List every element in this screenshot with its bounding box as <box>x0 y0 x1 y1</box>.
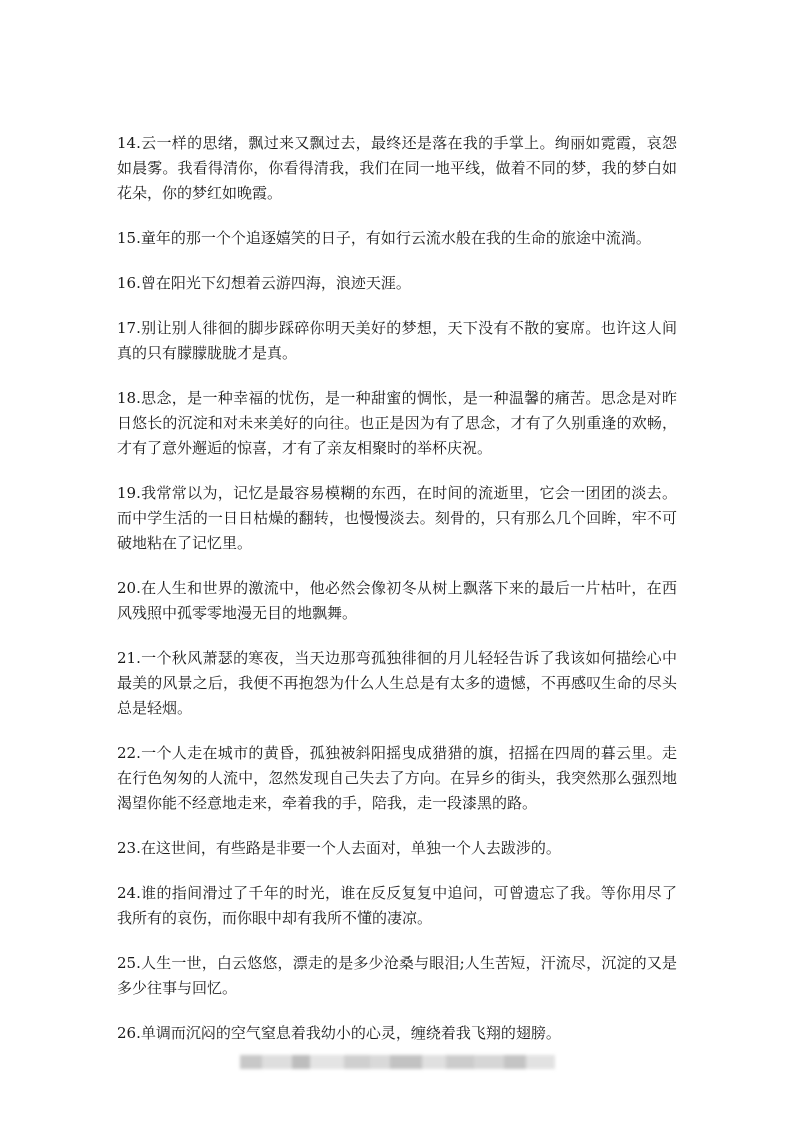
paragraph-26: 26.单调而沉闷的空气窒息着我幼小的心灵，缠绕着我飞翔的翅膀。 <box>117 1024 561 1042</box>
footer-blur-block <box>292 1055 310 1069</box>
paragraph-25: 25.人生一世，白云悠悠，漂走的是多少沧桑与眼泪;人生苦短，汗流尽，沉淀的又是多少往事与回忆。 <box>117 954 677 997</box>
paragraph-23: 23.在这世间，有些路是非要一个人去面对，单独一个人去跋涉的。 <box>117 839 561 857</box>
footer-blur-block <box>446 1055 474 1069</box>
paragraph-24: 24.谁的指间滑过了千年的时光，谁在反反复复中追问，可曾遗忘了我。等你用尽了我所有的哀伤，而你眼中却有我所不懂的凄凉。 <box>117 884 677 927</box>
paragraph-20: 20.在人生和世界的激流中，他必然会像初冬从树上飘落下来的最后一片枯叶，在西风残照中孤零零地漫无目的地飘舞。 <box>117 579 677 622</box>
footer-blur-block <box>310 1055 344 1069</box>
footer-blur-block <box>240 1055 262 1069</box>
paragraph-17: 17.别让别人徘徊的脚步踩碎你明天美好的梦想，天下没有不散的宴席。也许这人间真的只有朦朦胧胧才是真。 <box>117 319 677 362</box>
footer-blur-block <box>422 1055 446 1069</box>
paragraph-22: 22.一个人走在城市的黄昏，孤独被斜阳摇曳成猎猎的旗，招摇在四周的暮云里。走在行色匆匆的人流中，忽然发现自己失去了方向。在异乡的街头，我突然那么强烈地渴望你能不经意地走来，牵着我的手，陪我，走一段漆黑的路。 <box>117 744 677 812</box>
footer-blur-block <box>262 1055 292 1069</box>
paragraph-14: 14.云一样的思绪，飘过来又飘过去，最终还是落在我的手掌上。绚丽如霓霞，哀怨如晨雾。我看得清你，你看得清我，我们在同一地平线，做着不同的梦，我的梦白如花朵，你的梦红如晚霞。 <box>117 134 677 202</box>
footer-blur-block <box>474 1055 504 1069</box>
paragraph-21: 21.一个秋风萧瑟的寒夜，当天边那弯孤独徘徊的月儿轻轻告诉了我该如何描绘心中最美的风景之后，我便不再抱怨为什么人生总是有太多的遗憾，不再感叹生命的尽头总是轻烟。 <box>117 649 677 717</box>
paragraph-18: 18.思念，是一种幸福的忧伤，是一种甜蜜的惆怅，是一种温馨的痛苦。思念是对昨日悠长的沉淀和对未来美好的向往。也正是因为有了思念，才有了久别重逢的欢畅，才有了意外邂逅的惊喜，才有了亲友相聚时的举杯庆祝。 <box>117 389 677 457</box>
footer-blur-block <box>390 1055 422 1069</box>
paragraph-16: 16.曾在阳光下幻想着云游四海，浪迹天涯。 <box>117 274 411 292</box>
document-body <box>117 131 677 1066</box>
paragraph-15: 15.童年的那一个个追逐嬉笑的日子，有如行云流水般在我的生命的旅途中流淌。 <box>117 229 651 247</box>
footer-blur-block <box>344 1055 370 1069</box>
footer-blur-block <box>526 1055 555 1069</box>
footer-blur-block <box>504 1055 526 1069</box>
paragraph-19: 19.我常常以为，记忆是最容易模糊的东西，在时间的流逝里，它会一团团的淡去。而中学生活的一日日枯燥的翻转，也慢慢淡去。刻骨的，只有那么几个回眸，牢不可破地粘在了记忆里。 <box>117 484 677 552</box>
blurred-footer-watermark <box>240 1055 555 1069</box>
footer-blur-block <box>370 1055 390 1069</box>
